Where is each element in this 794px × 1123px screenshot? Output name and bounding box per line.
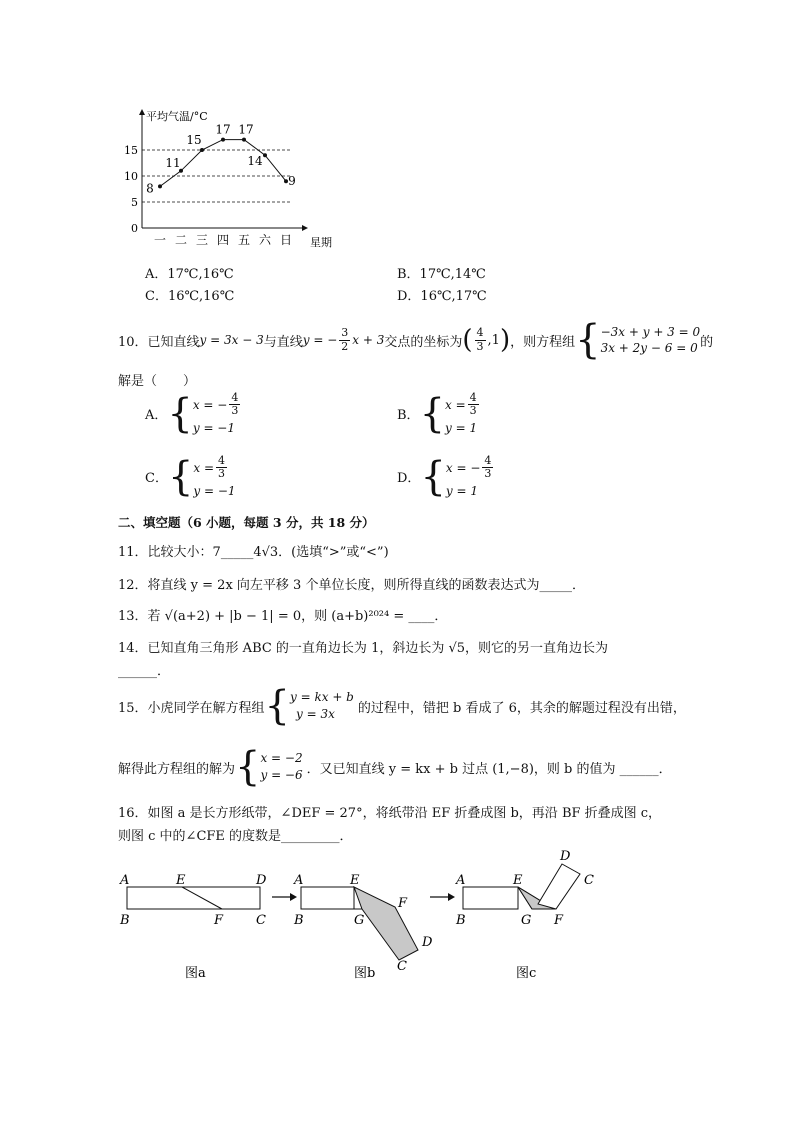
- data-point: [200, 148, 204, 152]
- q10-line2-frac: $\frac{3}{2}$: [341, 326, 349, 353]
- q14-line1: 14．已知直角三角形 ABC 的一直角边长为 1，斜边长为 √5，则它的另一直角边长为: [118, 641, 609, 656]
- svg-text:G: G: [521, 913, 532, 928]
- svg-text:A: A: [294, 873, 304, 888]
- svg-text:F: F: [554, 913, 564, 928]
- q10-text-1: 10．已知直线: [118, 334, 200, 350]
- y-tick-label: 5: [131, 196, 138, 209]
- q14-line2: ______．: [118, 664, 171, 679]
- svg-text:C: C: [584, 873, 594, 888]
- q9-option-b: B．17℃,14℃: [397, 267, 486, 282]
- q10-line2-post: x + 3: [352, 333, 385, 347]
- svg-text:C: C: [397, 959, 407, 974]
- svg-text:B: B: [456, 913, 466, 928]
- q10-option-d: D． { x = − $\frac{4}{3}$ y = 1: [397, 453, 492, 500]
- svg-text:G: G: [354, 913, 365, 928]
- q10-line2-pre: y = −: [302, 333, 338, 347]
- x-tick-label: 一: [153, 233, 167, 247]
- svg-text:A: A: [120, 873, 130, 888]
- svg-text:E: E: [513, 873, 523, 888]
- data-label: 17: [215, 122, 231, 137]
- x-tick-label: 五: [237, 233, 251, 247]
- q10-stem: 10．已知直线 y = 3x − 3 与直线 y = − $\frac{3}{2}$ x + 3 交点的坐标为 ( $\frac{4}{3}$ ,1 ) ，则方程组 { −3x + y + 3 = 0 3x + 2y − 6 = 0 的: [118, 317, 714, 363]
- x-tick-label: 六: [258, 233, 272, 247]
- svg-text:E: E: [350, 873, 360, 888]
- q15-answer-line: 解得此方程组的解为 { x = −2 y = −6 ．又已知直线 y = kx + b 过点 (1,−8)，则 b 的值为 ______．: [118, 744, 672, 790]
- temperature-chart: [120, 100, 360, 250]
- y-tick-label: 10: [124, 170, 138, 183]
- svg-text:E: E: [176, 873, 186, 888]
- data-label: 8: [146, 181, 154, 196]
- data-label: 17: [238, 122, 254, 137]
- q9-option-d: D．16℃,17℃: [397, 289, 487, 304]
- q10-eq2: 3x + 2y − 6 = 0: [600, 341, 698, 355]
- q10-text-3: 交点的坐标为: [384, 334, 463, 350]
- svg-text:A: A: [456, 873, 466, 888]
- y-tick-label: 0: [131, 222, 138, 235]
- arrow-a-to-b: [272, 893, 297, 901]
- folding-figures: [110, 840, 630, 990]
- q13: 13．若 √(a+2) + |b − 1| = 0，则 (a+b)²⁰²⁴ = ____．: [118, 609, 448, 624]
- section-heading: 二、填空题（6 小题，每题 3 分，共 18 分）: [118, 515, 375, 530]
- q10-text-4: ，则方程组: [510, 334, 576, 350]
- figure-a: [119, 873, 267, 981]
- x-axis-label: 星期: [310, 236, 332, 249]
- figure-c: [455, 849, 594, 981]
- figure-b-caption: 图b: [354, 966, 376, 981]
- q10-text-5: 的: [700, 334, 714, 350]
- data-point: [242, 138, 246, 142]
- data-point: [221, 138, 225, 142]
- data-point: [158, 184, 162, 188]
- svg-text:D: D: [422, 935, 433, 950]
- q9-option-c: C．16℃,16℃: [145, 289, 235, 304]
- data-point: [263, 153, 267, 157]
- data-label: 9: [288, 174, 296, 189]
- y-tick-label: 15: [124, 144, 138, 157]
- q10-option-b: B． { x = $\frac{4}{3}$ y = 1: [397, 390, 478, 437]
- q11: 11．比较大小：7_____4√3．(选填“>”或“<”): [118, 545, 389, 560]
- svg-text:D: D: [256, 873, 267, 888]
- q15-stem: 15．小虎同学在解方程组 { y = kx + b y = 3x 的过程中，错把 b 看成了 6，其余的解题过程没有出错，: [118, 683, 686, 729]
- svg-text:F: F: [398, 896, 408, 911]
- q10-line2: 解是（ ）: [118, 374, 197, 389]
- q10-point-frac: $\frac{4}{3}$: [476, 326, 484, 353]
- data-label: 14: [247, 154, 263, 169]
- q16-line2: 则图 c 中的∠CFE 的度数是_________．: [118, 829, 353, 844]
- data-label: 11: [165, 155, 181, 170]
- x-tick-label: 日: [279, 233, 293, 247]
- q16-line1: 16．如图 a 是长方形纸带，∠DEF = 27°，将纸带沿 EF 折叠成图 b，再沿 BF 折叠成图 c，: [118, 806, 662, 821]
- q10-text-2: 与直线: [263, 334, 303, 350]
- q9-option-a: A．17℃,16℃: [145, 267, 234, 282]
- q10-option-a: A． { x = − $\frac{4}{3}$ y = −1: [145, 390, 239, 437]
- x-tick-label: 四: [216, 233, 230, 247]
- q12: 12．将直线 y = 2x 向左平移 3 个单位长度，则所得直线的函数表达式为_____．: [118, 578, 585, 593]
- svg-text:F: F: [214, 913, 224, 928]
- y-axis-label: 平均气温/°C: [146, 110, 208, 123]
- x-tick-label: 三: [195, 233, 209, 247]
- svg-text:D: D: [560, 849, 571, 864]
- svg-text:B: B: [294, 913, 304, 928]
- figure-a-caption: 图a: [185, 966, 206, 981]
- q10-option-c: C． { x = $\frac{4}{3}$ y = −1: [145, 453, 236, 500]
- arrow-b-to-c: [430, 893, 455, 901]
- figure-b: [293, 873, 433, 981]
- svg-text:C: C: [256, 913, 266, 928]
- figure-c-caption: 图c: [516, 966, 537, 981]
- q10-point-y: ,1: [487, 332, 500, 348]
- x-tick-label: 二: [174, 233, 188, 247]
- q10-eq1: −3x + y + 3 = 0: [600, 324, 701, 339]
- q10-line1: y = 3x − 3: [199, 333, 264, 347]
- data-label: 15: [186, 133, 202, 147]
- svg-text:B: B: [120, 913, 130, 928]
